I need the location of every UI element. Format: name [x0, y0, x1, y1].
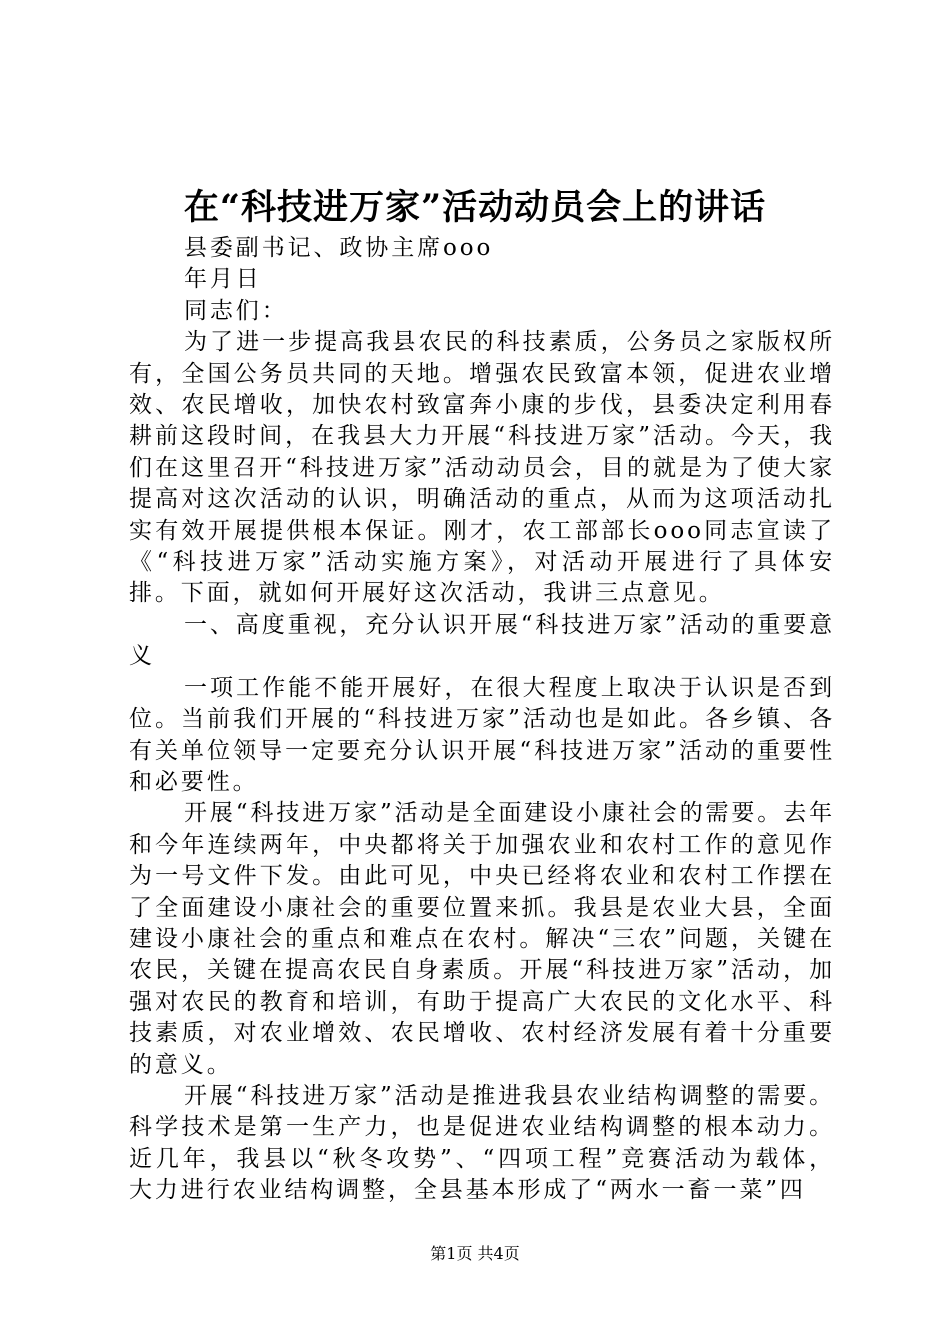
- paragraph: 开展“科技进万家”活动是全面建设小康社会的需要。去年和今年连续两年，中央都将关于加强农业和农村工作的意见作为一号文件下发。由此可见，中央已经将农业和农村工作摆在了全面建设小康社会的重要位置来抓。我县是农业大县，全面建设小康社会的重点和难点在农村。解决“三农”问题，关键在农民，关键在提高农民自身素质。开展“科技进万家”活动，加强对农民的教育和培训，有助于提高广大农民的文化水平、科技素质，对农业增效、农民增收、农村经济发展有着十分重要的意义。: [129, 800, 835, 1078]
- paragraph: 为了进一步提高我县农民的科技素质，公务员之家版权所有，全国公务员共同的天地。增强农民致富本领，促进农业增效、农民增收，加快农村致富奔小康的步伐，县委决定利用春耕前这段时间，在我县大力开展“科技进万家”活动。今天，我们在这里召开“科技进万家”活动动员会，目的就是为了使大家提高对这次活动的认识，明确活动的重点，从而为这项活动扎实有效开展提供根本保证。刚才，农工部部长ooo同志宣读了《“科技进万家”活动实施方案》，对活动开展进行了具体安排。下面，就如何开展好这次活动，我讲三点意见。: [129, 329, 835, 607]
- paragraph: 一项工作能不能开展好，在很大程度上取决于认识是否到位。当前我们开展的“科技进万家”活动也是如此。各乡镇、各有关单位领导一定要充分认识开展“科技进万家”活动的重要性和必要性。: [129, 674, 835, 795]
- author-line: 县委副书记、政协主席ooo: [184, 235, 494, 261]
- salutation: 同志们：: [184, 297, 288, 324]
- paragraph: 开展“科技进万家”活动是推进我县农业结构调整的需要。科学技术是第一生产力，也是促进农业结构调整的根本动力。近几年，我县以“秋冬攻势”、“四项工程”竞赛活动为载体，大力进行农业结构调整，全县基本形成了“两水一畜一菜”四: [129, 1082, 835, 1204]
- page-footer: 第1页 共4页: [430, 1244, 520, 1263]
- section-heading: 一、高度重视，充分认识开展“科技进万家”活动的重要意义: [129, 611, 835, 670]
- document-body: [129, 233, 835, 1207]
- document-title: 在“科技进万家”活动动员会上的讲话: [183, 187, 767, 228]
- date-line: 年月日: [184, 266, 262, 293]
